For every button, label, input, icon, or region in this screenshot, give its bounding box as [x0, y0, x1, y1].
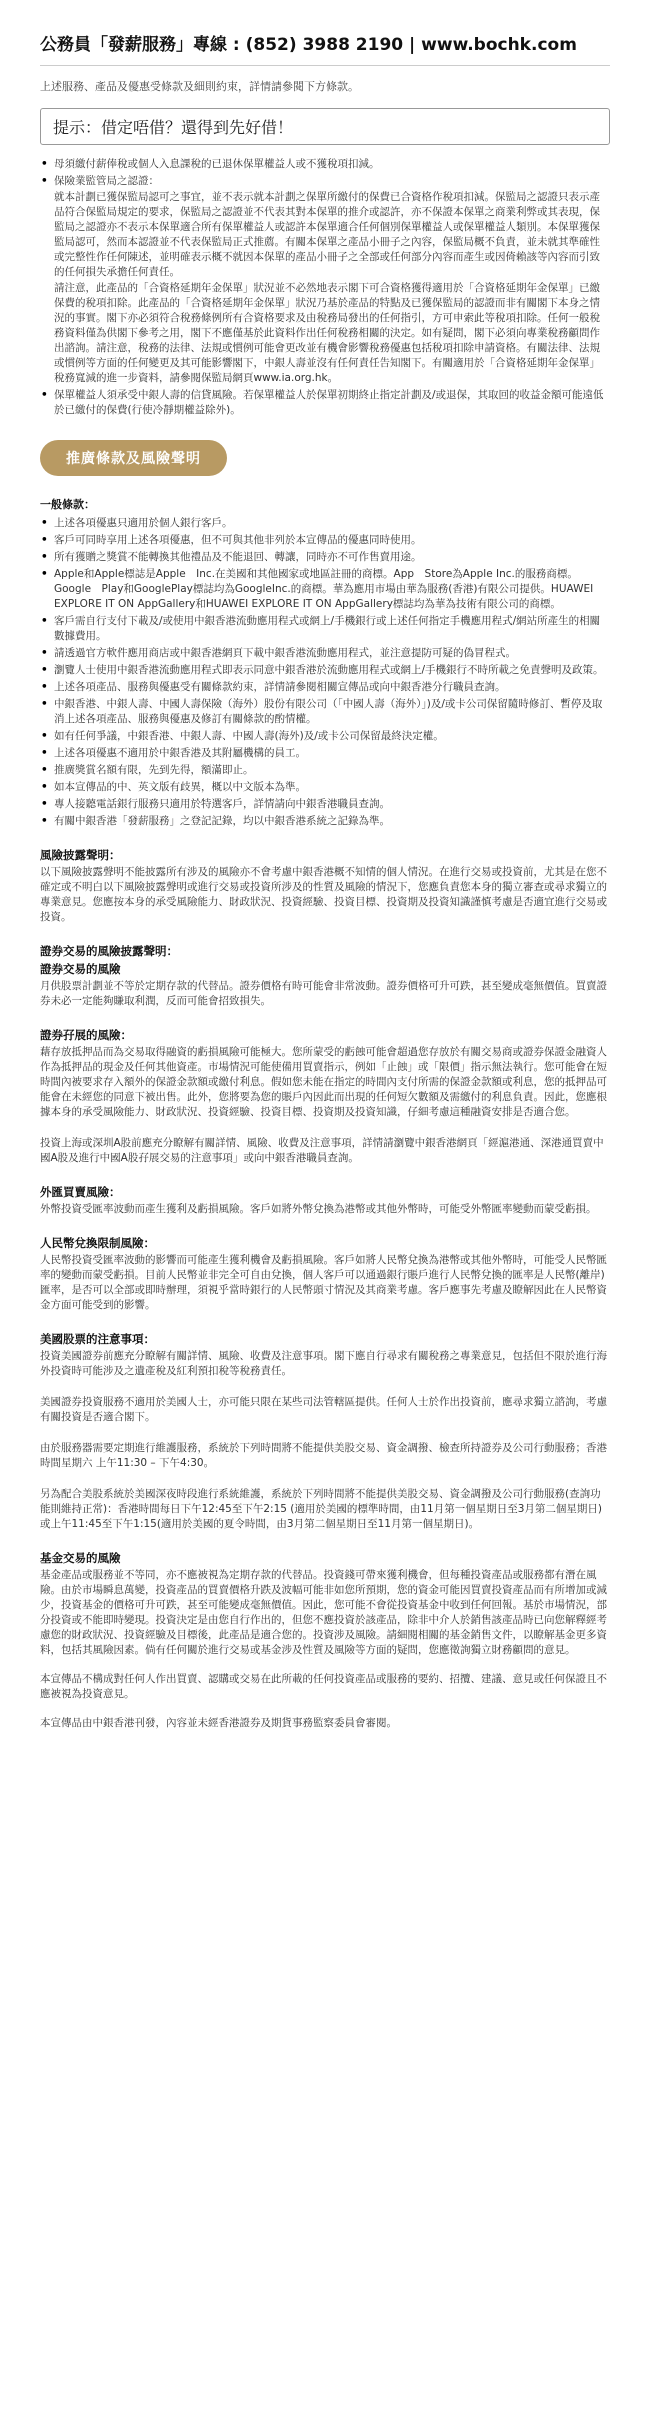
securities-risk-title: 證券交易的風險披露聲明：	[40, 944, 178, 958]
list-item: • 上述各項優惠只適用於個人銀行客戶。	[52, 516, 610, 531]
securities-risk-body: 月供股票計劃並不等於定期存款的代替品。證券價格有時可能會非常波動。證券價格可升可跌，甚至變成毫無價值。買賣證券未必一定能夠賺取利潤，反而可能會招致損失。	[40, 980, 607, 1007]
list-item: • Apple和Apple標誌是Apple Inc.在美國和其他國家或地區註冊的商標。App Store為Apple Inc.的服務商標。Google Play和GooglePlay標誌均為GoogleInc.的商標。華為應用市場由華為服務(香港)有限公司提供。HUAWEI EXPLORE IT ON AppGallery和HUAWEI EXPLORE IT ON AppGallery標誌均為華為技術有限公司的商標。	[52, 567, 610, 612]
terms-tag-wrap	[40, 440, 610, 476]
us-stock-night-maintenance: 另為配合美股系統於美國深夜時段進行系統維護，系統於下列時間將不能提供美股交易、資金調撥及公司行動服務(查詢功能則維持正常)：香港時間每日下午12:45至下午2:15 (適用於美國的標準時間，由11月第一個星期日至3月第二個星期日)或上午11:45至下午1:15(適用於美國的夏令時間，由3月第二個星期日至11月第一個星期日)。	[40, 1488, 603, 1530]
header-divider	[40, 65, 610, 66]
risk-disclosure-body: 以下風險披露聲明不能披露所有涉及的風險亦不會考慮中銀香港概不知情的個人情況。在進行交易或投資前，尤其是在您不確定或不明白以下風險披露聲明或進行交易或投資所涉及的性質及風險的情況下，您應負責您本身的獨立審查或尋求獨立的專業意見。您應按本身的承受風險能力、財政狀況、投資經驗、投資目標、投資期及投資知識謹慎考慮是否適宜進行交易或投資。	[40, 866, 607, 923]
footer-disclaimer: 本宣傳品不構成對任何人作出買賣、認購或交易在此所載的任何投資產品或服務的要約、招攬、建議、意見或任何保證且不應被視為投資意見。	[40, 1673, 607, 1700]
list-item	[52, 157, 610, 172]
rmb-risk-title: 人民幣兌換限制風險：	[40, 1236, 155, 1250]
borrowing-reminder: 提示：借定唔借？還得到先好借！	[53, 118, 294, 137]
margin-risk-body: 藉存放抵押品而為交易取得融資的虧損風險可能極大。您所蒙受的虧蝕可能會超過您存放於有關交易商或證券保證金融資人作為抵押品的現金及任何其他資產。市場情況可能使備用買賣指示，例如「止蝕」或「限價」指示無法執行。您可能會在短時間內被要求存入額外的保證金款額或繳付利息。假如您未能在指定的時間內支付所需的保證金款額或利息，您的抵押品可能會在未經您的同意下被出售。此外，您將要為您的賬戶內因此而出現的任何短欠數額及需繳付的利息負責。因此，您應根據本身的承受風險能力、財政狀況、投資經驗、投資目標、投資期及投資知識，仔細考慮這種融資安排是否適合您。	[40, 1046, 607, 1118]
footer-issuer: 本宣傳品由中銀香港刊發，內容並未經香港證券及期貨事務監察委員會審閱。	[40, 1717, 397, 1729]
list-item	[52, 388, 610, 418]
list-item: • 推廣獎賞名額有限，先到先得，額滿即止。	[52, 763, 610, 778]
terms-section-tag: 推廣條款及風險聲明	[40, 440, 227, 476]
intro-text: 上述服務、產品及優惠受條款及細則約束，詳情請參閱下方條款。	[40, 80, 359, 93]
securities-risk-subtitle: 證券交易的風險	[40, 962, 121, 976]
list-item: • 瀏覽人士使用中銀香港流動應用程式即表示同意中銀香港於流動應用程式或網上/手機銀行不時所載之免責聲明及政策。	[52, 663, 610, 678]
list-item: • 客戶可同時享用上述各項優惠，但不可與其他非列於本宣傳品的優惠同時使用。	[52, 533, 610, 548]
list-item: • 請透過官方軟件應用商店或中銀香港網頁下載中銀香港流動應用程式，並注意提防可疑的偽冒程式。	[52, 646, 610, 661]
bullet-paragraph: 就本計劃已獲保監局認可之事宜，並不表示就本計劃之保單所繳付的保費已合資格作稅項扣減。保監局之認證只表示產品符合保監局規定的要求，保監局之認證並不代表其對本保單的推介或認許，亦不保證本保單之商業利弊或其表現，保監局之認證亦不表示本保單適合所有保單權益人或認許本保單適合任何個別保單權益人或保單權益人類別。本保單獲保監局認可，然而本認證並不代表保監局正式推薦。有關本保單之產品小冊子之內容，保監局概不負責，並未就其準確性或完整性作任何陳述，並明確表示概不就因本保單的產品小冊子之全部或任何部分內容而產生或因倚賴該等內容而引致的任何損失承擔任何責任。	[54, 191, 600, 278]
fx-risk-title: 外匯買賣風險：	[40, 1185, 121, 1199]
us-stock-title: 美國股票的注意事項：	[40, 1332, 155, 1346]
bullet-paragraph: • 母須繳付薪俸稅或個人入息課稅的已退休保單權益人或不獲稅項扣減。	[54, 158, 380, 170]
fund-risk-title: 基金交易的風險	[40, 1551, 121, 1565]
list-item: • 如有任何爭議，中銀香港、中銀人壽、中國人壽(海外)及/或卡公司保留最終決定權。	[52, 729, 610, 744]
list-item	[52, 174, 610, 386]
list-item: • 中銀香港、中銀人壽、中國人壽保險（海外）股份有限公司（「中國人壽（海外）」)及/或卡公司保留隨時修訂、暫停及取消上述各項產品、服務與優惠及修訂有關條款的酌情權。	[52, 697, 610, 727]
list-item: • 如本宣傳品的中、英文版有歧異，概以中文版本為準。	[52, 780, 610, 795]
general-terms-list	[40, 516, 610, 829]
list-item: • 上述各項產品、服務與優惠受有關條款約束，詳情請參閱相關宣傳品或向中銀香港分行職員查詢。	[52, 680, 610, 695]
bullet-paragraph: • 保單權益人須承受中銀人壽的信貸風險。若保單權益人於保單初期終止指定計劃及/或退保，其取回的收益金額可能遠低於已繳付的保費(行使冷靜期權益除外)。	[54, 389, 604, 416]
risk-disclosure-title: 風險披露聲明：	[40, 848, 121, 862]
reminder-box	[40, 108, 610, 145]
hotline-header: 公務員「發薪服務」專線 : (852) 3988 2190 | www.bochk.com	[40, 35, 577, 55]
us-stock-body: 投資美國證券前應充分瞭解有關詳情、風險、收費及注意事項。閣下應自行尋求有關稅務之專業意見，包括但不限於進行海外投資時可能涉及之遺產稅及紅利預扣稅等稅務責任。	[40, 1350, 607, 1377]
reminder-bullet-list	[40, 157, 610, 418]
fx-risk-body: 外幣投資受匯率波動而產生獲利及虧損風險。客戶如將外幣兌換為港幣或其他外幣時，可能受外幣匯率變動而蒙受虧損。	[40, 1203, 597, 1215]
list-item: • 有關中銀香港「發薪服務」之登記記錄，均以中銀香港系統之記錄為準。	[52, 814, 610, 829]
bullet-paragraph: • 保險業監管局之認證：	[54, 175, 159, 187]
us-stock-maintenance: 由於服務器需要定期進行維護服務，系統於下列時間將不能提供美股交易、資金調撥、檢查所持證券及公司行動服務；香港時間星期六 上午11:30 – 下午4:30。	[40, 1442, 607, 1469]
general-terms-title: 一般條款：	[40, 498, 95, 511]
a-share-note: 投資上海或深圳A股前應充分瞭解有關詳情、風險、收費及注意事項，詳情請瀏覽中銀香港網頁「經滬港通、深港通買賣中國A股及進行中國A股孖展交易的注意事項」或向中銀香港職員查詢。	[40, 1137, 604, 1164]
list-item: • 所有獲贈之獎賞不能轉換其他禮品及不能退回、轉讓，同時亦不可作售賣用途。	[52, 550, 610, 565]
fund-risk-body: 基金產品或服務並不等同，亦不應被視為定期存款的代替品。投資錢可帶來獲利機會，但每種投資產品或服務都有潛在風險。由於市場瞬息萬變，投資產品的買賣價格升跌及波幅可能非如您所預期，您的資金可能因買賣投資產品而有所增加或減少，投資基金的價格可升可跌，甚至可能變成毫無價值。因此，您可能不會從投資基金中收到任何回報。基於市場情況，部分投資或不能即時變現。投資決定是由您自行作出的，但您不應投資於該產品，除非中介人於銷售該產品時已向您解釋經考慮您的財政狀況、投資經驗及目標後，此產品是適合您的。投資涉及風險。請細閱相關的基金銷售文件，以瞭解基金更多資料，包括其風險因素。倘有任何關於進行交易或基金涉及性質及風險等方面的疑問，您應徵詢獨立財務顧問的意見。	[40, 1569, 607, 1656]
list-item: • 客戶需自行支付下載及/或使用中銀香港流動應用程式或網上/手機銀行或上述任何指定手機應用程式/網站所產生的相關數據費用。	[52, 614, 610, 644]
us-stock-note: 美國證券投資服務不適用於美國人士，亦可能只限在某些司法管轄區提供。任何人士於作出投資前，應尋求獨立諮詢，考慮有關投資是否適合閣下。	[40, 1396, 607, 1423]
margin-risk-title: 證券孖展的風險：	[40, 1028, 132, 1042]
rmb-risk-body: 人民幣投資受匯率波動的影響而可能產生獲利機會及虧損風險。客戶如將人民幣兌換為港幣或其他外幣時，可能受人民幣匯率的變動而蒙受虧損。目前人民幣並非完全可自由兌換，個人客戶可以通過銀行賬戶進行人民幣兌換的匯率是人民幣(離岸)匯率，是否可以全部或即時辦理，須視乎當時銀行的人民幣頭寸情況及其商業考慮。客戶應事先考慮及瞭解因此在人民幣資金方面可能受到的影響。	[40, 1254, 607, 1311]
list-item: • 上述各項優惠不適用於中銀香港及其附屬機構的員工。	[52, 746, 610, 761]
bullet-paragraph: 請注意，此產品的「合資格延期年金保單」狀況並不必然地表示閣下可合資格獲得適用於「合資格延期年金保單」已繳保費的稅項扣除。此產品的「合資格延期年金保單」狀況乃基於產品的特點及已獲保監局的認證而非有關閣下本身之情況的事實。閣下亦必須符合稅務條例所有合資格要求及由稅務局發出的任何指引，方可申索此等稅項扣除。任何一般稅務資料僅為供閣下參考之用，閣下不應僅基於此資料作出任何稅務相關的決定。如有疑問，閣下必須向專業稅務顧問作出諮詢。請注意，稅務的法律、法規或慣例可能會更改並有機會影響稅務優惠包括稅項扣除申請資格。有關法律、法規或慣例等方面的任何變更及其可能影響閣下，中銀人壽並沒有任何責任告知閣下。有關適用於「合資格延期年金保單」稅務寬減的進一步資料，請參閱保監局網頁www.ia.org.hk。	[54, 282, 600, 384]
list-item: • 專人接聽電話銀行服務只適用於特選客戶，詳情請向中銀香港職員查詢。	[52, 797, 610, 812]
